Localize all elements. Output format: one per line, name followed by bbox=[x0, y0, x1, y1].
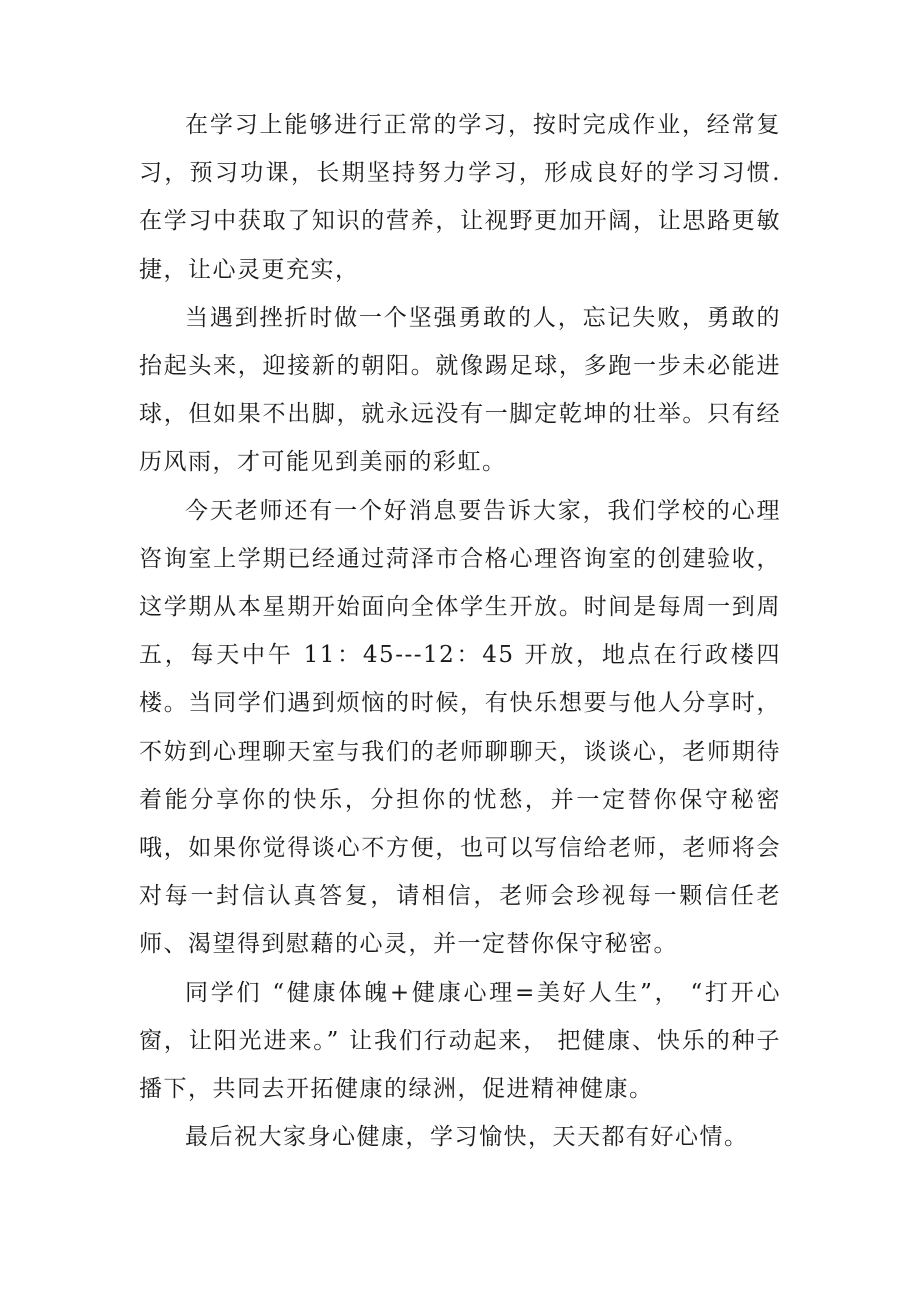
paragraph-counseling-room: 今天老师还有一个好消息要告诉大家，我们学校的心理咨询室上学期已经通过菏泽市合格心理咨询室的创建验收，这学期从本星期开始面向全体学生开放。时间是每周一到周五，每天中午 11：45---12：45 开放，地点在行政楼四楼。当同学们遇到烦恼的时候，有快乐想要与他人分享时，不妨到心理聊天室与我们的老师聊聊天，谈谈心，老师期待着能分享你的快乐，分担你的忧愁，并一定替你保守秘密哦，如果你觉得谈心不方便，也可以写信给老师，老师将会对每一封信认真答复，请相信，老师会珍视每一颗信任老师、渴望得到慰藉的心灵，并一定替你保守秘密。 bbox=[139, 497, 781, 958]
document-body bbox=[139, 101, 781, 1161]
paragraph-call-to-action: 同学们 “健康体魄+健康心理=美好人生”， “打开心窗，让阳光进来。” 让我们行动起来， 把健康、快乐的种子播下，共同去开拓健康的绿洲，促进精神健康。 bbox=[139, 979, 781, 1103]
paragraph-study-habits: 在学习上能够进行正常的学习，按时完成作业，经常复习，预习功课，长期坚持努力学习，形成良好的学习习惯.在学习中获取了知识的营养，让视野更加开阔，让思路更敏捷，让心灵更充实， bbox=[139, 112, 781, 283]
paragraph-closing-wishes: 最后祝大家身心健康，学习愉快，天天都有好心情。 bbox=[185, 1124, 749, 1151]
paragraph-facing-setbacks: 当遇到挫折时做一个坚强勇敢的人，忘记失败，勇敢的抬起头来，迎接新的朝阳。就像踢足球，多跑一步未必能进球，但如果不出脚，就永远没有一脚定乾坤的壮举。只有经历风雨，才可能见到美丽的彩虹。 bbox=[139, 304, 781, 476]
